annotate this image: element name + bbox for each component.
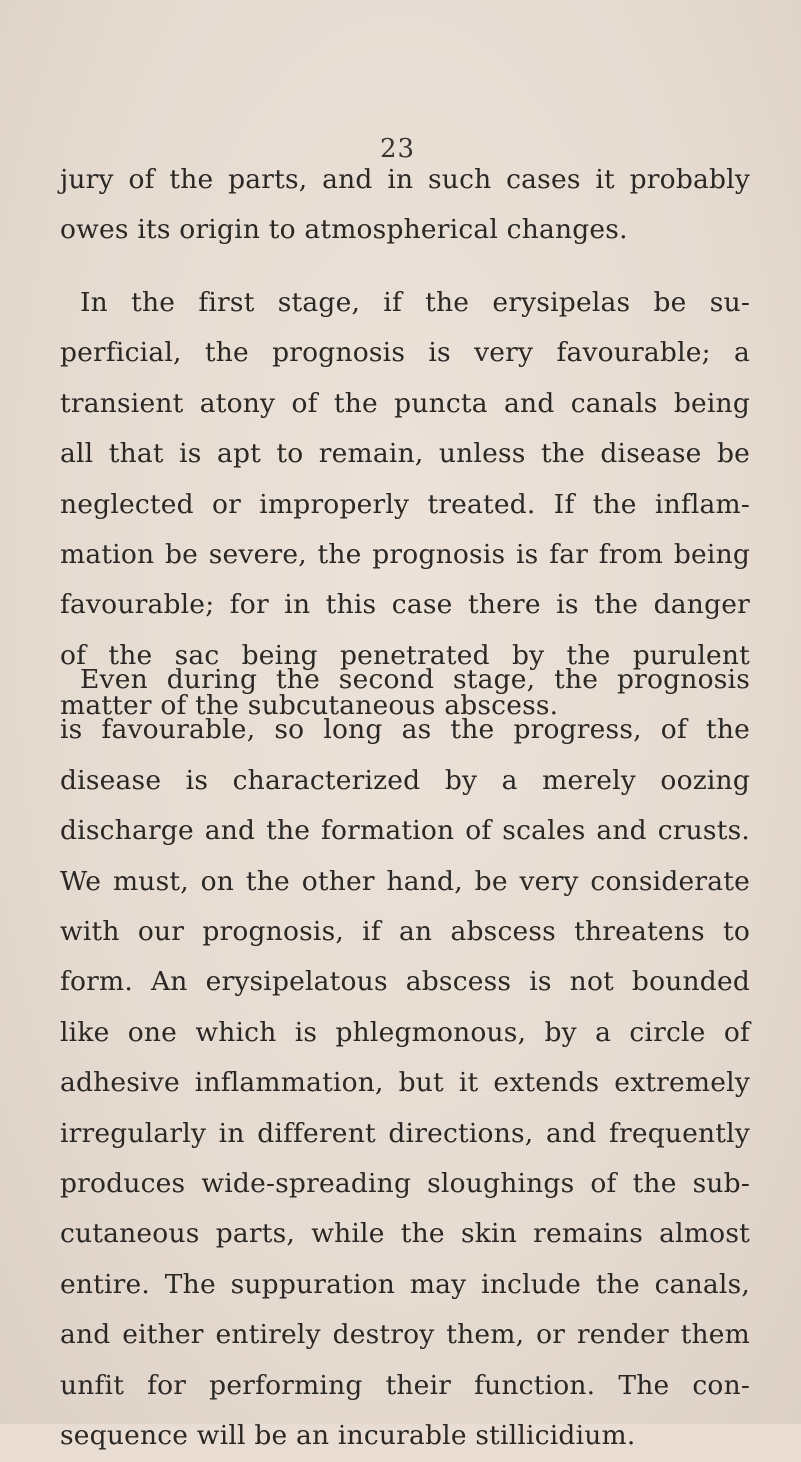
paragraph-1 — [60, 155, 750, 256]
text-line: In the first stage, if the erysipelas be su- — [80, 287, 750, 318]
text-line: owes its origin to atmospherical changes. — [60, 214, 628, 246]
text-line: matter of the subcutaneous abscess. — [60, 690, 559, 722]
text-line: mation be severe, the prognosis is far from being — [60, 539, 750, 571]
text-line: form. An erysipelatous abscess is not bounded — [60, 966, 750, 998]
text-line: and either entirely destroy them, or render them — [60, 1319, 750, 1351]
text-line: produces wide-spreading sloughings of the sub- — [60, 1168, 750, 1200]
text-line: disease is characterized by a merely oozing — [60, 764, 750, 796]
text-line: is favourable, so long as the progress, of the — [60, 714, 750, 746]
text-line: adhesive inflammation, but it extends extremely — [60, 1067, 750, 1099]
text-line: sequence will be an incurable stillicidium. — [60, 1420, 636, 1452]
text-line: We must, on the other hand, be very considerate — [60, 865, 750, 897]
text-line: of the sac being penetrated by the purulent — [60, 639, 750, 671]
text-line: cutaneous parts, while the skin remains almost — [60, 1218, 750, 1250]
paragraph-3 — [60, 655, 750, 1462]
text-line: perficial, the prognosis is very favourable; a — [60, 337, 750, 369]
text-line: all that is apt to remain, unless the disease be — [60, 438, 750, 470]
text-line: favourable; for in this case there is the danger — [60, 589, 750, 621]
text-line: transient atony of the puncta and canals being — [60, 387, 750, 419]
text-line: with our prognosis, if an abscess threatens to — [60, 916, 750, 948]
text-line: like one which is phlegmonous, by a circle of — [60, 1016, 750, 1048]
text-line: neglected or improperly treated. If the inflam- — [60, 488, 750, 520]
text-line: unfit for performing their function. The con- — [60, 1369, 750, 1401]
text-line: entire. The suppuration may include the canals, — [60, 1268, 750, 1300]
text-line: irregularly in different directions, and frequently — [60, 1117, 750, 1149]
page-number: 23 — [380, 134, 416, 164]
text-line: Even during the second stage, the prognosis — [80, 664, 750, 695]
text-line: jury of the parts, and in such cases it probably — [60, 164, 750, 195]
text-line: discharge and the formation of scales and crusts. — [60, 815, 750, 847]
